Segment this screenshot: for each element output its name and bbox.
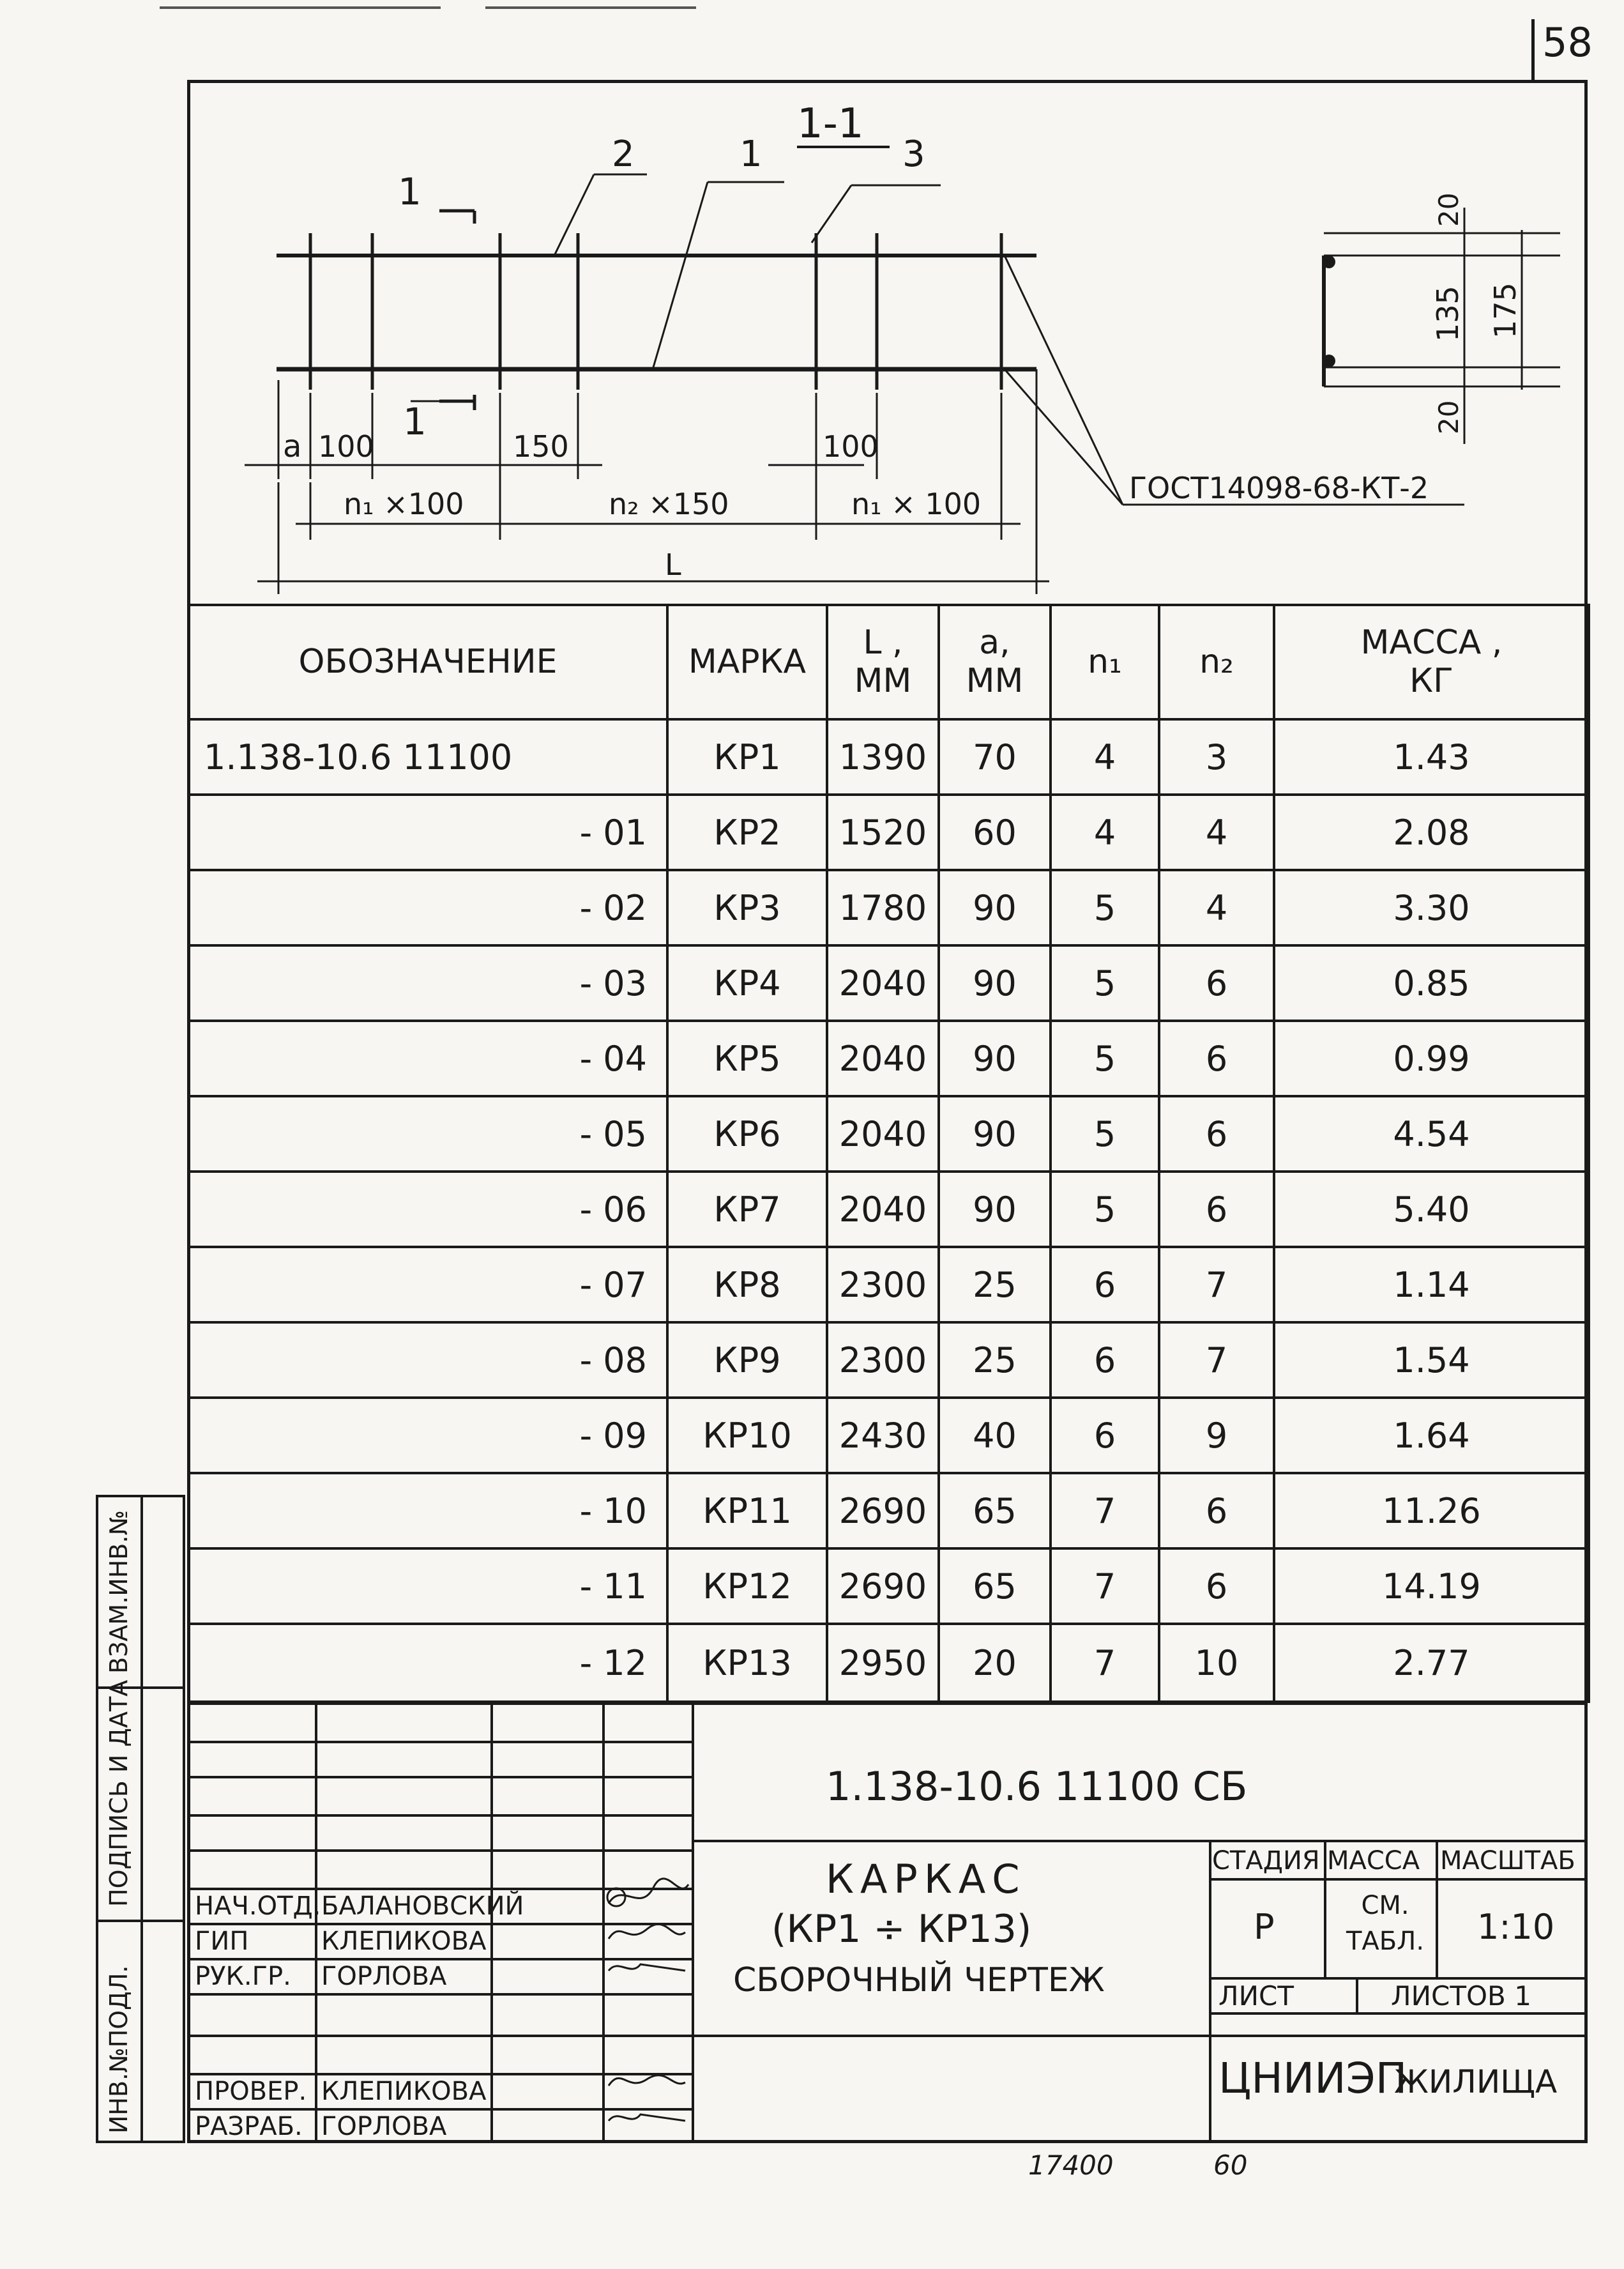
cell-designation: - 08 — [188, 1322, 667, 1398]
cell-designation: - 05 — [188, 1096, 667, 1172]
cell-mass: 4.54 — [1274, 1096, 1589, 1172]
cell-n1: 4 — [1051, 719, 1159, 795]
cage-drawing — [187, 80, 1588, 604]
gost-standard: ГОСТ14098-68-КТ-2 — [1129, 471, 1429, 505]
cell-mark: КР13 — [667, 1624, 827, 1702]
col-header-designation: ОБОЗНАЧЕНИЕ — [188, 605, 667, 719]
footer-number-2: 60 — [1213, 2150, 1248, 2181]
cell-mark: КР11 — [667, 1473, 827, 1548]
table-row — [188, 1322, 1589, 1398]
cell-designation: - 10 — [188, 1473, 667, 1548]
cell-a: 90 — [939, 945, 1051, 1021]
section-dim-20-top: 20 — [1433, 192, 1464, 227]
cell-designation: - 06 — [188, 1172, 667, 1247]
cell-n1: 5 — [1051, 945, 1159, 1021]
cell-n1: 5 — [1051, 1021, 1159, 1096]
cell-mass: 1.54 — [1274, 1322, 1589, 1398]
stage-value: Р — [1254, 1907, 1275, 1947]
title-line-1: КАРКАС — [826, 1856, 1026, 1902]
cut-label-bottom: 1 — [403, 400, 427, 443]
cell-mass: 1.64 — [1274, 1398, 1589, 1473]
col-header-mass: МАССА , КГ — [1274, 605, 1589, 719]
table-row — [188, 945, 1589, 1021]
footer-number-1: 17400 — [1028, 2150, 1114, 2181]
cell-n2: 4 — [1159, 870, 1274, 945]
section-dim-135: 135 — [1430, 286, 1465, 342]
cell-n2: 6 — [1159, 1172, 1274, 1247]
cell-length: 2040 — [827, 1096, 939, 1172]
staff-role: ГИП — [195, 1927, 249, 1956]
table-row — [188, 1473, 1589, 1548]
org-name-2: ЖИЛИЩА — [1394, 2063, 1558, 2100]
cell-a: 90 — [939, 1172, 1051, 1247]
org-name: ЦНИИЭП — [1218, 2054, 1408, 2103]
table-row — [188, 1624, 1589, 1702]
cell-a: 65 — [939, 1473, 1051, 1548]
cell-mass: 14.19 — [1274, 1548, 1589, 1624]
staff-role: НАЧ.ОТД. — [195, 1891, 321, 1921]
signatures — [602, 1875, 692, 2143]
cell-mark: КР10 — [667, 1398, 827, 1473]
cell-mark: КР4 — [667, 945, 827, 1021]
cell-mass: 11.26 — [1274, 1473, 1589, 1548]
table-row — [188, 1548, 1589, 1624]
cell-length: 2040 — [827, 945, 939, 1021]
cell-length: 2300 — [827, 1322, 939, 1398]
cell-a: 90 — [939, 870, 1051, 945]
col-header-n2: n₂ — [1159, 605, 1274, 719]
cell-mark: КР2 — [667, 795, 827, 870]
cell-n1: 6 — [1051, 1322, 1159, 1398]
side-label-replacement: ВЗАМ.ИНВ.№ — [105, 1510, 133, 1674]
section-dim-20-bottom: 20 — [1433, 400, 1464, 434]
col-header-n1: n₁ — [1051, 605, 1159, 719]
staff-name: КЛЕПИКОВА — [321, 1927, 487, 1956]
cell-a: 65 — [939, 1548, 1051, 1624]
specification-table — [187, 604, 1590, 1703]
dim-150: 150 — [513, 429, 569, 464]
callout-2: 2 — [612, 134, 635, 175]
sheets-header: ЛИСТОВ 1 — [1391, 1980, 1531, 2012]
cell-mass: 0.99 — [1274, 1021, 1589, 1096]
staff-name: БАЛАНОВСКИЙ — [321, 1891, 524, 1921]
cell-n1: 4 — [1051, 795, 1159, 870]
cell-designation: - 07 — [188, 1247, 667, 1322]
cell-mass: 1.43 — [1274, 719, 1589, 795]
cell-mass: 3.30 — [1274, 870, 1589, 945]
col-header-mark: МАРКА — [667, 605, 827, 719]
cell-a: 25 — [939, 1322, 1051, 1398]
cell-mark: КР12 — [667, 1548, 827, 1624]
cell-mark: КР1 — [667, 719, 827, 795]
cell-mark: КР3 — [667, 870, 827, 945]
table-row — [188, 1096, 1589, 1172]
dim-a: a — [283, 429, 302, 464]
section-mark: 1-1 — [797, 100, 864, 148]
cell-n2: 3 — [1159, 719, 1274, 795]
cell-n2: 10 — [1159, 1624, 1274, 1702]
section-dim-175: 175 — [1488, 282, 1522, 339]
title-block — [187, 1702, 1588, 2143]
side-label-inventory: ИНВ.№ПОДЛ. — [105, 1965, 133, 2134]
scale-header: МАСШТАБ — [1440, 1846, 1575, 1876]
table-row — [188, 719, 1589, 795]
cell-n2: 6 — [1159, 1548, 1274, 1624]
cell-mark: КР7 — [667, 1172, 827, 1247]
col-header-a: a, ММ — [939, 605, 1051, 719]
dim-n1-right: n₁ × 100 — [851, 487, 982, 521]
callout-3: 3 — [902, 134, 925, 175]
cell-mark: КР9 — [667, 1322, 827, 1398]
cell-a: 60 — [939, 795, 1051, 870]
title-line-2: (КР1 ÷ КР13) — [771, 1907, 1032, 1952]
cell-mass: 0.85 — [1274, 945, 1589, 1021]
table-row — [188, 1247, 1589, 1322]
cell-designation: - 02 — [188, 870, 667, 945]
table-row — [188, 870, 1589, 945]
mass-value: СМ. ТАБЛ. — [1346, 1891, 1425, 1956]
staff-role: РУК.ГР. — [195, 1962, 291, 1991]
staff-name: ГОРЛОВА — [321, 1962, 447, 1991]
title-line-3: СБОРОЧНЫЙ ЧЕРТЕЖ — [733, 1961, 1105, 1999]
cell-n1: 7 — [1051, 1624, 1159, 1702]
cell-designation: - 09 — [188, 1398, 667, 1473]
sheet-number-bar — [1531, 19, 1535, 83]
scale-value: 1:10 — [1477, 1907, 1555, 1947]
dim-L: L — [665, 547, 681, 582]
cell-designation: 1.138-10.6 11100 — [188, 719, 667, 795]
cell-length: 1390 — [827, 719, 939, 795]
cell-length: 1780 — [827, 870, 939, 945]
cell-designation: - 04 — [188, 1021, 667, 1096]
table-header-row — [188, 605, 1589, 719]
cell-a: 40 — [939, 1398, 1051, 1473]
top-edge-line — [485, 6, 696, 9]
col-header-length: L , ММ — [827, 605, 939, 719]
cell-n1: 6 — [1051, 1247, 1159, 1322]
cell-length: 1520 — [827, 795, 939, 870]
cell-n2: 7 — [1159, 1322, 1274, 1398]
cell-n2: 9 — [1159, 1398, 1274, 1473]
cell-n2: 4 — [1159, 795, 1274, 870]
cut-label-top: 1 — [398, 170, 421, 213]
cell-n1: 7 — [1051, 1548, 1159, 1624]
staff-role: ПРОВЕР. — [195, 2077, 307, 2106]
dim-100-left: 100 — [318, 429, 374, 464]
callout-1: 1 — [740, 134, 763, 175]
staff-name: КЛЕПИКОВА — [321, 2077, 487, 2106]
cell-n2: 6 — [1159, 1473, 1274, 1548]
cell-n1: 6 — [1051, 1398, 1159, 1473]
cell-a: 25 — [939, 1247, 1051, 1322]
cell-n1: 5 — [1051, 1172, 1159, 1247]
cell-mark: КР6 — [667, 1096, 827, 1172]
dim-n1-left: n₁ ×100 — [344, 487, 464, 521]
cell-designation: - 03 — [188, 945, 667, 1021]
cell-n1: 5 — [1051, 1096, 1159, 1172]
cell-a: 20 — [939, 1624, 1051, 1702]
cell-a: 90 — [939, 1021, 1051, 1096]
top-edge-line — [160, 6, 441, 9]
staff-name: ГОРЛОВА — [321, 2112, 447, 2141]
cell-mass: 2.77 — [1274, 1624, 1589, 1702]
cell-mass: 5.40 — [1274, 1172, 1589, 1247]
dim-n2: n₂ ×150 — [609, 487, 729, 521]
table-row — [188, 1398, 1589, 1473]
cell-mark: КР5 — [667, 1021, 827, 1096]
cell-length: 2690 — [827, 1473, 939, 1548]
cell-length: 2690 — [827, 1548, 939, 1624]
table-row — [188, 1021, 1589, 1096]
cell-length: 2040 — [827, 1021, 939, 1096]
table-row — [188, 795, 1589, 870]
cell-length: 2430 — [827, 1398, 939, 1473]
table-row — [188, 1172, 1589, 1247]
side-stamp — [96, 1495, 185, 2143]
cell-n1: 5 — [1051, 870, 1159, 945]
cell-a: 90 — [939, 1096, 1051, 1172]
sheet-header: ЛИСТ — [1218, 1980, 1294, 2012]
dim-100-right: 100 — [823, 429, 879, 464]
cell-n2: 6 — [1159, 1096, 1274, 1172]
cell-mass: 1.14 — [1274, 1247, 1589, 1322]
cell-n1: 7 — [1051, 1473, 1159, 1548]
mass-header: МАССА — [1327, 1846, 1420, 1876]
cell-mass: 2.08 — [1274, 795, 1589, 870]
cell-designation: - 11 — [188, 1548, 667, 1624]
cell-designation: - 01 — [188, 795, 667, 870]
cell-a: 70 — [939, 719, 1051, 795]
staff-role: РАЗРАБ. — [195, 2112, 303, 2141]
stage-header: СТАДИЯ — [1212, 1846, 1320, 1876]
doc-code: 1.138-10.6 11100 СБ — [826, 1763, 1248, 1810]
cell-length: 2300 — [827, 1247, 939, 1322]
cell-n2: 6 — [1159, 1021, 1274, 1096]
side-label-signature-date: ПОДПИСЬ И ДАТА — [105, 1679, 133, 1907]
cell-length: 2950 — [827, 1624, 939, 1702]
cell-n2: 6 — [1159, 945, 1274, 1021]
sheet-number: 58 — [1542, 19, 1593, 66]
cell-mark: КР8 — [667, 1247, 827, 1322]
cell-designation: - 12 — [188, 1624, 667, 1702]
cell-n2: 7 — [1159, 1247, 1274, 1322]
cell-length: 2040 — [827, 1172, 939, 1247]
